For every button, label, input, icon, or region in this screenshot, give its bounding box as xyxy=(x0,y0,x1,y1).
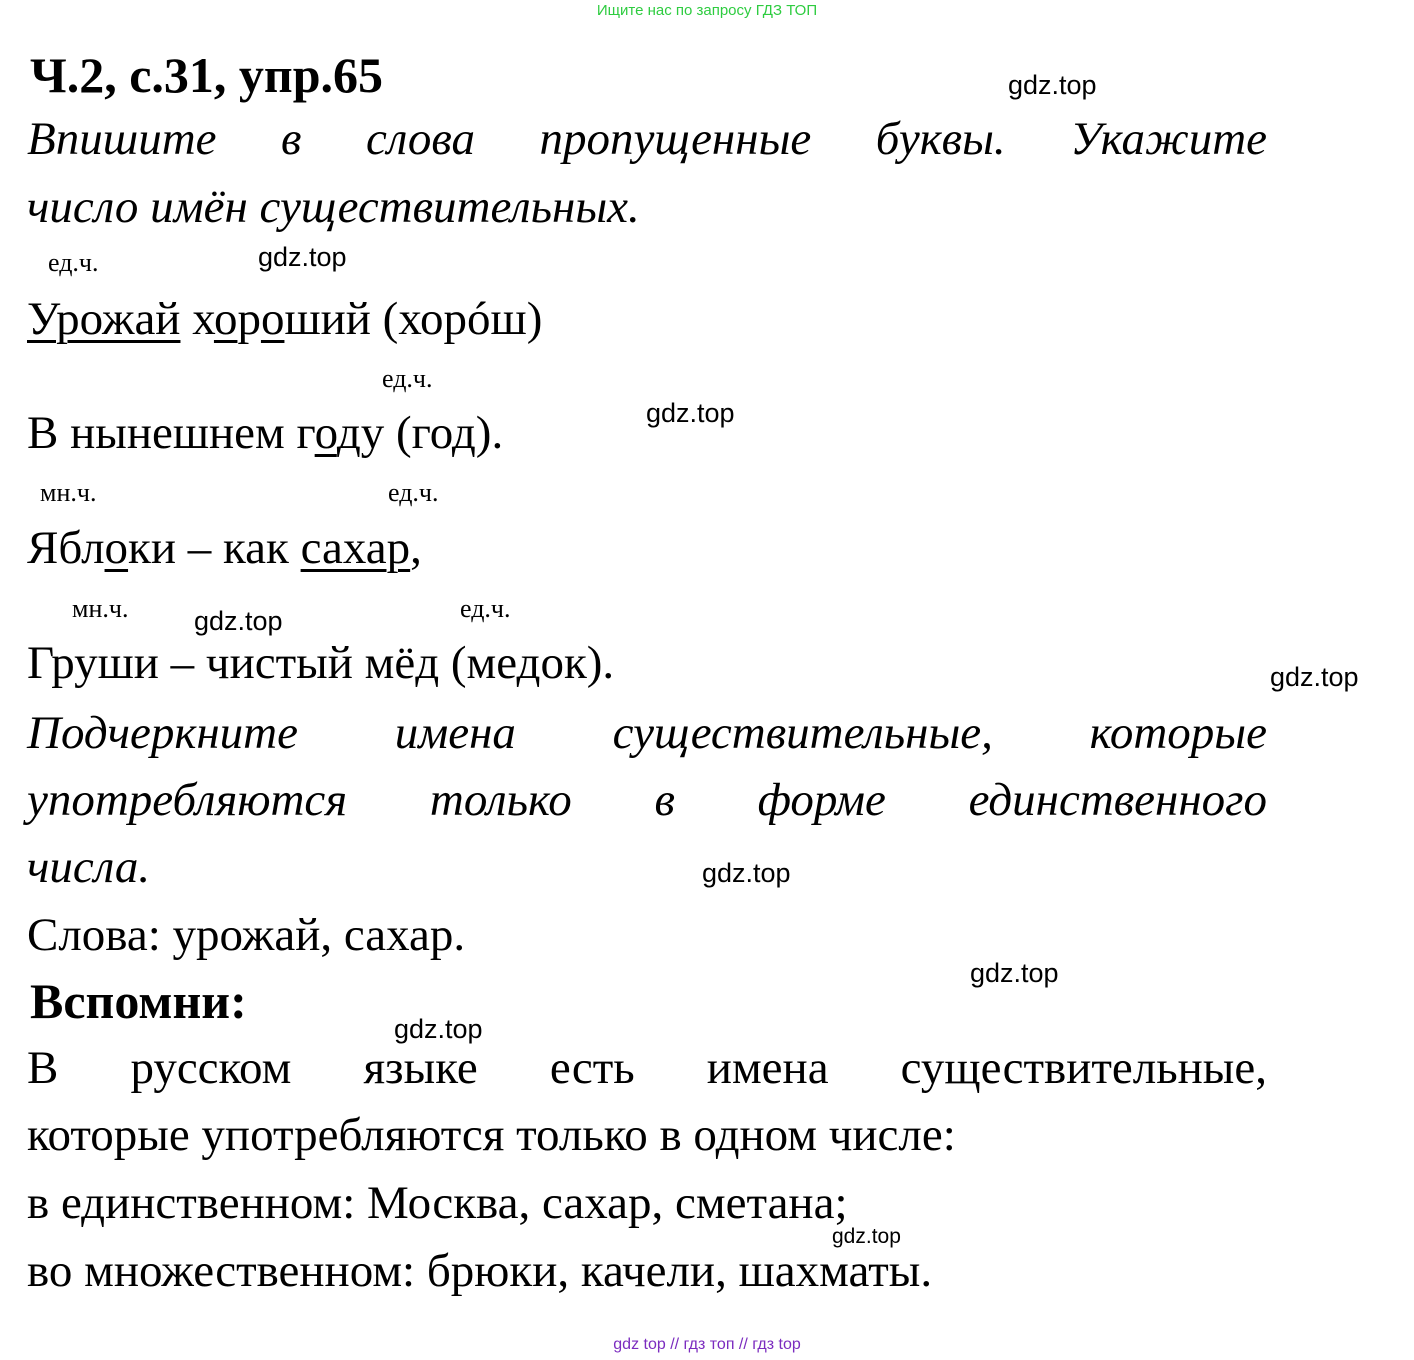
rule-line: В русском языке есть имена существительные, xyxy=(27,1042,1267,1094)
inserted-letter: о xyxy=(314,407,337,459)
inserted-letter: о xyxy=(260,293,285,345)
rule-line: которые употребляются только в одном числе: xyxy=(27,1109,956,1161)
instruction-line: число имён существительных. xyxy=(27,181,640,233)
watermark: gdz.top xyxy=(702,858,791,888)
underlined-noun: Урожай xyxy=(27,293,181,345)
watermark: gdz.top xyxy=(194,606,283,636)
instruction-line: числа. xyxy=(27,841,151,893)
inserted-letter: о xyxy=(104,522,129,574)
inserted-letter: о xyxy=(213,293,238,345)
watermark: gdz.top xyxy=(1008,70,1097,100)
number-note: ед.ч. xyxy=(388,478,439,507)
search-banner: Ищите нас по запросу ГДЗ ТОП xyxy=(596,2,818,19)
footer-links: gdz top // гдз топ // гдз top xyxy=(613,1336,801,1353)
exercise-heading: Ч.2, с.31, упр.65 xyxy=(30,47,384,103)
watermark: gdz.top xyxy=(832,1225,901,1248)
sentence-line: Яблоки – как сахар, xyxy=(27,522,422,574)
number-note: мн.ч. xyxy=(72,594,129,623)
watermark: gdz.top xyxy=(394,1014,483,1044)
underlined-noun: сахар xyxy=(300,522,411,574)
instruction-line: употребляются только в форме единственного xyxy=(27,774,1267,826)
number-note: ед.ч. xyxy=(382,364,433,393)
instruction-line: Подчеркните имена существительные, которые xyxy=(27,707,1267,759)
rule-line: во множественном: брюки, качели, шахматы. xyxy=(27,1245,933,1297)
watermark: gdz.top xyxy=(258,242,347,272)
watermark: gdz.top xyxy=(970,958,1059,988)
sentence-line: Урожай хороший (хорóш) xyxy=(27,293,543,345)
number-note: ед.ч. xyxy=(48,248,99,277)
instruction-line: Впишите в слова пропущенные буквы. Укажите xyxy=(27,113,1267,165)
answer-line: Слова: урожай, сахар. xyxy=(27,909,466,961)
number-note: ед.ч. xyxy=(460,594,511,623)
watermark: gdz.top xyxy=(646,398,735,428)
number-note: мн.ч. xyxy=(40,478,97,507)
inserted-letter: д xyxy=(415,637,440,689)
rule-line: в единственном: Москва, сахар, сметана; xyxy=(27,1177,848,1229)
watermark: gdz.top xyxy=(1270,662,1359,692)
sentence-line: Груши – чистый мёд (медок). xyxy=(27,637,615,689)
sentence-line: В нынешнем году (год). xyxy=(27,407,504,459)
remember-title: Вспомни: xyxy=(30,973,247,1029)
